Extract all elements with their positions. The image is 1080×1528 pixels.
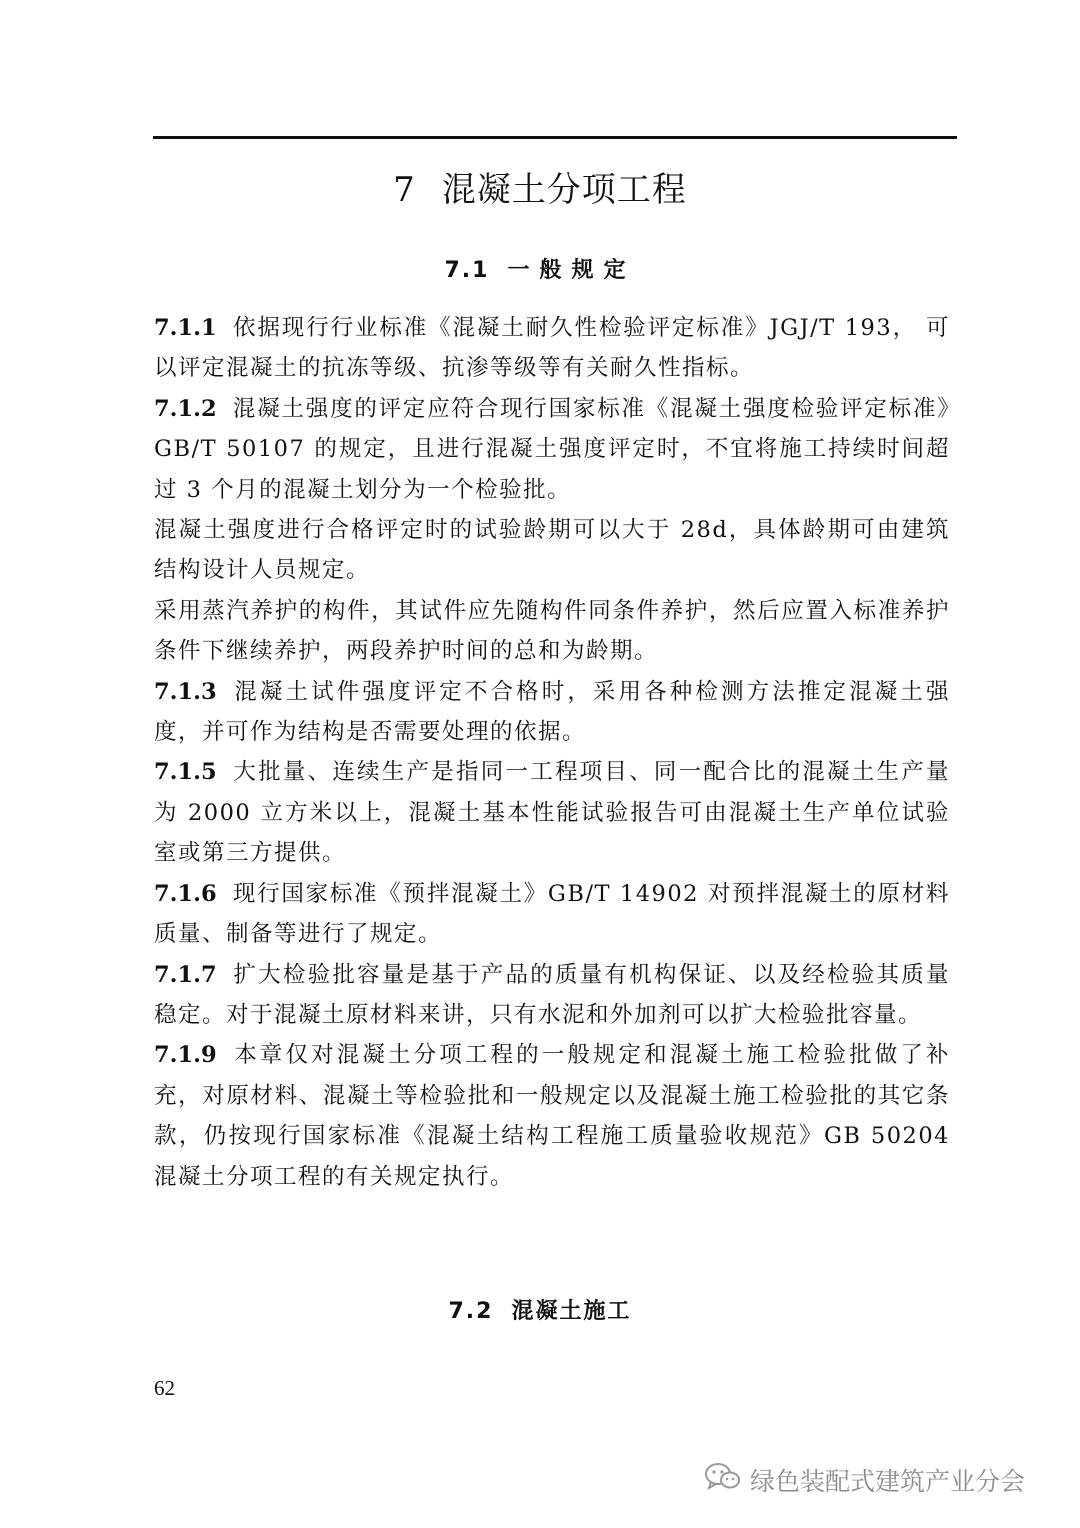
- clause-number: 7.1.1: [154, 315, 217, 341]
- watermark-text: 绿色装配式建筑产业分会: [750, 1467, 1026, 1496]
- chapter-heading: [0, 162, 1080, 211]
- clause-number: 7.1.6: [154, 880, 217, 907]
- paragraph: [154, 308, 950, 389]
- paragraph-text: 大批量、连续生产是指同一工程项目、同一配合比的混凝土生产量为 2000 立方米以上，混凝土基本性能试验报告可由混凝土生产单位试验室或第三方提供。: [154, 759, 950, 867]
- wechat-icon: [704, 1461, 742, 1499]
- paragraph-text: 扩大检验批容量是基于产品的质量有机构保证、以及经检验其质量稳定。对于混凝土原材料来讲，只有水泥和外加剂可以扩大检验批容量。: [154, 961, 950, 1028]
- page-number: 62: [154, 1376, 175, 1400]
- section-title: 一般规定: [507, 258, 636, 283]
- clause-number: 7.1.2: [154, 395, 217, 422]
- paragraph-text: 混凝土强度进行合格评定时的试验龄期可以大于 28d，具体龄期可由建筑结构设计人员规定。: [154, 517, 950, 584]
- top-rule: [153, 136, 957, 139]
- paragraph-text: 采用蒸汽养护的构件，其试件应先随构件同条件养护，然后应置入标准养护条件下继续养护，两段养护时间的总和为龄期。: [154, 597, 950, 665]
- section-body: [154, 308, 950, 1197]
- section-number: 7.2: [448, 1299, 494, 1324]
- chapter-number: 7: [393, 170, 416, 210]
- paragraph: [154, 955, 950, 1036]
- paragraph: [154, 874, 950, 955]
- chapter-title: 混凝土分项工程: [441, 170, 687, 210]
- section-number: 7.1: [444, 258, 490, 283]
- paragraph: [154, 752, 950, 873]
- section-heading: [0, 253, 1080, 284]
- clause-number: 7.1.5: [154, 759, 217, 786]
- paragraph: [154, 672, 950, 753]
- paragraph: [154, 591, 950, 672]
- paragraph-text: 混凝土试件强度评定不合格时，采用各种检测方法推定混凝土强度，并可作为结构是否需要处理的依据。: [154, 678, 950, 746]
- paragraph: [154, 1035, 950, 1197]
- watermark: [704, 1460, 1025, 1500]
- clause-number: 7.1.9: [154, 1042, 217, 1069]
- paragraph: [154, 510, 950, 591]
- paragraph-text: 依据现行行业标准《混凝土耐久性检验评定标准》JGJ/T 193， 可以评定混凝土的抗冻等级、抗渗等级等有关耐久性指标。: [154, 315, 950, 382]
- clause-number: 7.1.3: [154, 678, 217, 705]
- paragraph: [154, 389, 950, 510]
- clause-number: 7.1.7: [154, 961, 217, 988]
- section-title: 混凝土施工: [511, 1299, 632, 1324]
- paragraph-text: 混凝土强度的评定应符合现行国家标准《混凝土强度检验评定标准》GB/T 50107 的规定，且进行混凝土强度评定时，不宜将施工持续时间超过 3 个月的混凝土划分为一个检验批。: [154, 395, 950, 503]
- section-heading: [0, 1294, 1080, 1325]
- paragraph-text: 本章仅对混凝土分项工程的一般规定和混凝土施工检验批做了补充，对原材料、混凝土等检验批和一般规定以及混凝土施工检验批的其它条款，仍按现行国家标准《混凝土结构工程施工质量验收规范》GB 50204 混凝土分项工程的有关规定执行。: [154, 1042, 950, 1190]
- paragraph-text: 现行国家标准《预拌混凝土》GB/T 14902 对预拌混凝土的原材料质量、制备等进行了规定。: [154, 880, 950, 948]
